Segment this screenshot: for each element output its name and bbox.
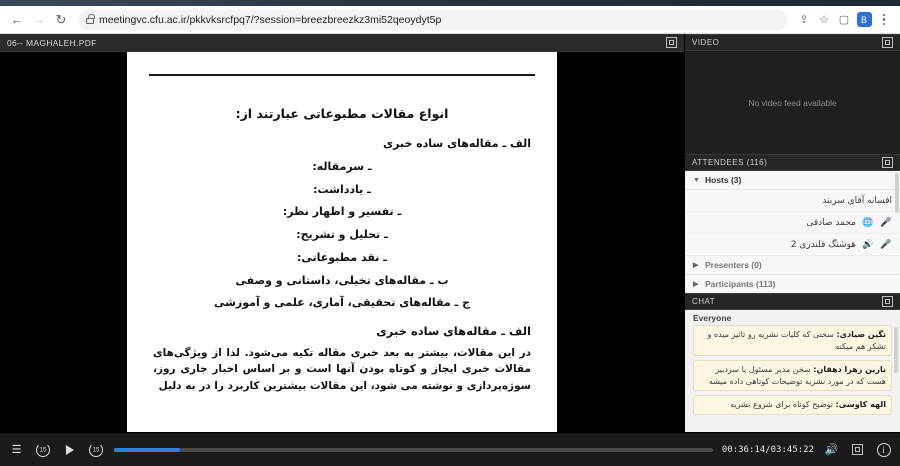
star-icon[interactable]: ☆ <box>819 14 829 26</box>
chat-label: CHAT <box>692 297 716 306</box>
attendee-name: افسانه آقای سربند <box>822 195 892 206</box>
microphone-icon[interactable]: 🎤 <box>880 239 892 249</box>
chat-sender: نارین زهرا دهقان: <box>813 365 886 375</box>
attendees-label: ATTENDEES <box>692 158 744 167</box>
video-panel-header <box>685 34 900 51</box>
url-text: meetingvc.cfu.ac.ir/pkkvksrcfpq7/?session=breezbreezkz3mi52qeoydyt5p <box>99 13 442 26</box>
document-page <box>127 52 557 432</box>
time-display: 00:36:14/03:45:22 <box>721 444 814 455</box>
list-item: الف ـ مقاله‌های ساده خبری <box>382 137 531 150</box>
rewind-value: 15 <box>39 446 47 453</box>
chat-message <box>693 360 892 391</box>
expand-icon[interactable] <box>666 37 677 48</box>
chat-recipient: Everyone <box>693 313 732 323</box>
list-item[interactable] <box>685 234 900 256</box>
reload-icon[interactable]: ↻ <box>55 11 67 27</box>
attendee-group-label: Presenters (0) <box>705 260 762 270</box>
list-item: ـ سرمقاله: <box>312 159 372 173</box>
chevron-down-icon: ▼ <box>693 176 700 184</box>
document-body <box>153 106 531 394</box>
expand-icon[interactable] <box>882 296 893 307</box>
profile-initial: B <box>857 12 872 27</box>
list-item: ب ـ مقاله‌های تخیلی، داستانی و وصفی <box>235 273 449 287</box>
document-subheading: الف ـ مقاله‌های ساده خبری <box>376 324 531 338</box>
chat-message <box>693 395 892 415</box>
document-heading: انواع مقالات مطبوعاتی عبارتند از: <box>235 106 449 121</box>
globe-icon[interactable]: 🌐 <box>862 217 874 227</box>
lock-icon <box>86 18 94 24</box>
address-bar[interactable] <box>78 10 788 30</box>
chat-panel <box>685 310 900 432</box>
hamburger-menu-icon[interactable]: ☰ <box>11 444 22 456</box>
progress-bar[interactable] <box>114 448 713 452</box>
browser-toolbar <box>0 6 900 34</box>
chat-sender: نگین صیادی: <box>836 330 886 339</box>
chevron-right-icon: ▶ <box>693 262 699 269</box>
play-icon[interactable] <box>61 441 78 458</box>
avatar[interactable] <box>854 10 874 30</box>
document-pane-header <box>0 34 684 52</box>
video-panel <box>685 34 900 154</box>
chat-text: سخن مدیر مسئول یا سردبیر هست که در مورد نشریه توضیحات کوتاهی داده میشه <box>708 365 886 386</box>
attendee-name: هوشنگ قلندری 2 <box>790 239 856 250</box>
progress-fill <box>114 448 180 452</box>
info-letter: i <box>877 443 891 457</box>
microphone-icon[interactable]: 🎤 <box>880 217 892 227</box>
fullscreen-icon[interactable] <box>849 441 866 458</box>
attendee-name: محمد صادقی <box>806 217 856 228</box>
attendee-group-hosts[interactable] <box>685 171 900 190</box>
attendee-group-presenters[interactable] <box>685 256 900 275</box>
page-content <box>0 34 900 432</box>
meeting-panel <box>684 34 900 432</box>
chat-message <box>693 325 892 356</box>
attendee-group-label: Participants (113) <box>705 279 776 289</box>
expand-icon[interactable] <box>882 37 893 48</box>
forward-value: 15 <box>92 446 100 453</box>
volume-icon[interactable]: 🔊 <box>824 444 839 456</box>
list-item: ـ نقد مطبوعاتی: <box>296 250 388 264</box>
list-item: ـ یادداشت: <box>313 182 371 196</box>
expand-icon[interactable] <box>882 157 893 168</box>
forward-icon: → <box>32 12 46 27</box>
attendees-list[interactable] <box>685 171 900 293</box>
chat-messages[interactable] <box>685 325 900 432</box>
attendees-scrollbar[interactable] <box>895 173 899 213</box>
attendees-label-group <box>692 158 767 167</box>
video-label: VIDEO <box>692 38 720 47</box>
chat-sender: الهه کاوسی: <box>835 400 886 410</box>
share-icon[interactable]: ⇪ <box>799 14 809 26</box>
list-item[interactable] <box>685 190 900 212</box>
attendee-group-participants[interactable] <box>685 275 900 293</box>
speaker-icon[interactable]: 🔊 <box>862 239 874 249</box>
chat-text: توضیح کوتاه برای شروع نشریه <box>730 400 833 410</box>
kebab-menu-icon[interactable] <box>874 10 894 30</box>
divider <box>149 74 535 76</box>
chat-scrollbar[interactable] <box>894 327 898 373</box>
chat-text: سخنی که کلیات نشریه رو تاثیر میده و تشکر هم میکنه <box>707 330 886 351</box>
document-pane <box>0 34 684 432</box>
document-scroll-area[interactable] <box>0 52 684 432</box>
video-empty-state: No video feed available <box>748 97 837 108</box>
attendees-count: (116) <box>746 158 768 167</box>
attendee-group-label: Hosts (3) <box>705 175 742 185</box>
list-item: ـ تحلیل و تشریح: <box>296 228 388 241</box>
document-paragraph: در این مقالات، بیشتر به بعد خبری مقاله تکیه می‌شود. لذا از ویژگی‌های مقالات خبری ایجاز و کوتاه بودن آنها است و بر اساس اخبار جاری روز، سوژه‌پردازی و نوشته می شود، این مقالات بیشترین کاربرد را در به دلیل <box>153 347 531 392</box>
chevron-right-icon: ▶ <box>693 281 699 288</box>
list-item: ـ تفسیر و اظهار نظر: <box>282 205 402 219</box>
player-bar <box>0 432 900 466</box>
back-icon[interactable]: ← <box>10 12 24 27</box>
list-item[interactable] <box>685 212 900 234</box>
forward-15-icon[interactable] <box>87 441 105 458</box>
list-item: ج ـ مقاله‌های تحقیقی، آماری، علمی و آموزشی <box>213 296 471 310</box>
info-icon[interactable] <box>875 441 892 458</box>
rewind-15-icon[interactable] <box>34 441 52 458</box>
document-title: 06-- MAGHALEH.PDF <box>7 37 97 48</box>
puzzle-icon[interactable]: ▢ <box>838 14 850 26</box>
attendees-header <box>685 154 900 171</box>
chat-header <box>685 293 900 310</box>
